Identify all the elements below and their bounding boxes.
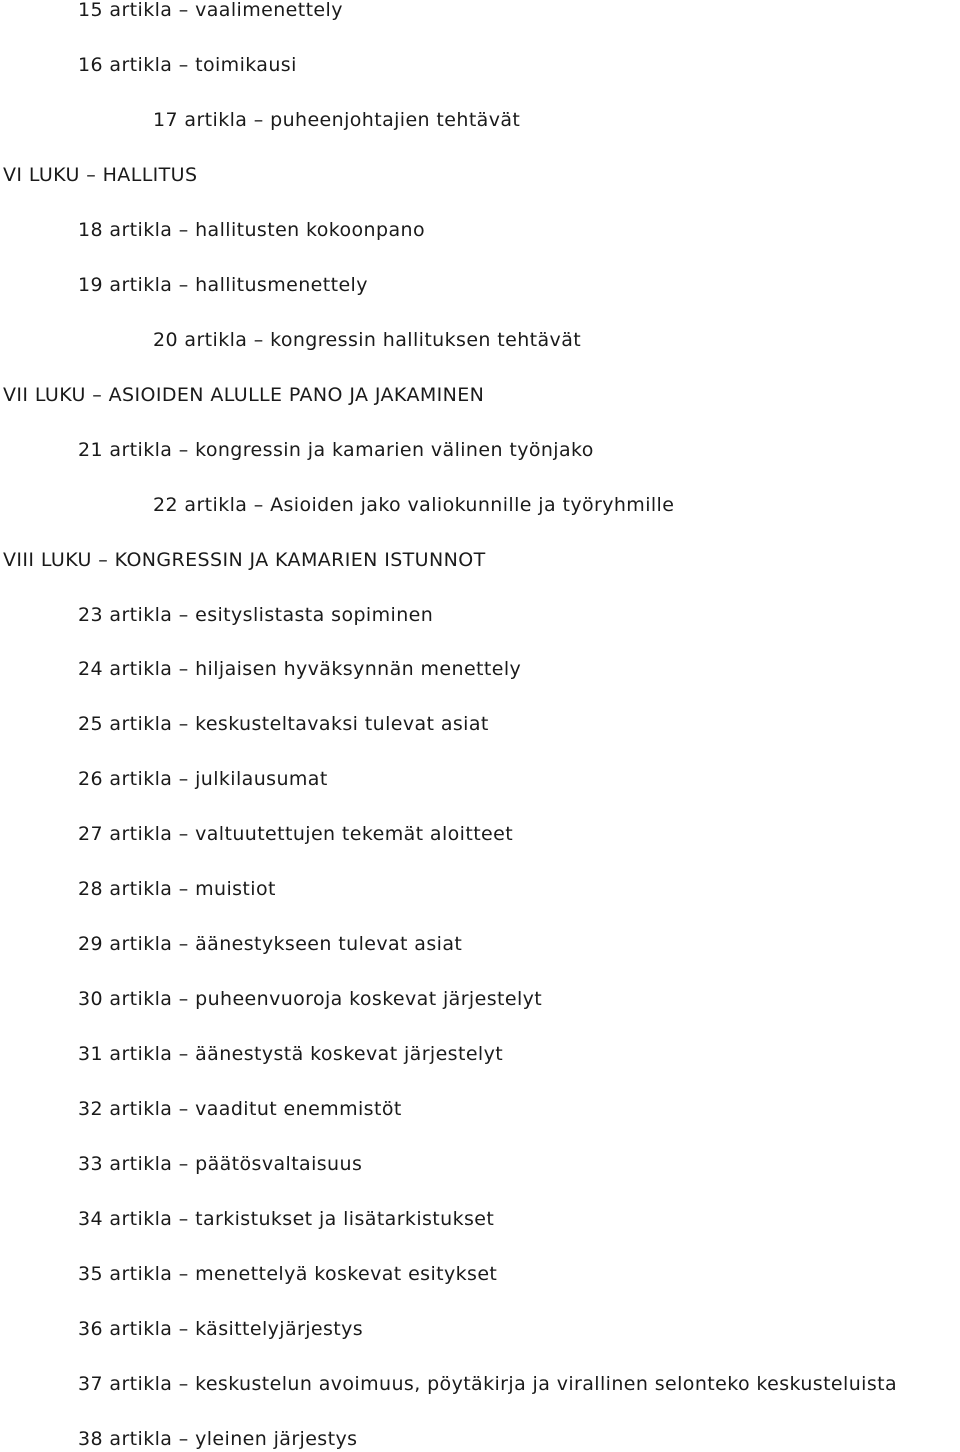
article-entry: 26 artikla – julkilausumat xyxy=(78,768,328,791)
chapter-heading: VIII LUKU – KONGRESSIN JA KAMARIEN ISTUNNOT xyxy=(3,548,486,571)
article-entry: 32 artikla – vaaditut enemmistöt xyxy=(78,1098,402,1120)
article-entry: 27 artikla – valtuutettujen tekemät aloitteet xyxy=(78,823,514,846)
article-entry: 37 artikla – keskustelun avoimuus, pöytäkirja ja virallinen selonteko keskusteluista xyxy=(78,1372,898,1395)
article-entry: 33 artikla – päätösvaltaisuus xyxy=(78,1153,363,1175)
article-entry: 24 artikla – hiljaisen hyväksynnän menettely xyxy=(78,658,522,681)
article-entry: 28 artikla – muistiot xyxy=(78,878,276,901)
article-entry: 34 artikla – tarkistukset ja lisätarkistukset xyxy=(78,1207,495,1230)
article-entry: 17 artikla – puheenjohtajien tehtävät xyxy=(153,108,521,131)
chapter-heading: VI LUKU – HALLITUS xyxy=(3,163,198,186)
chapter-heading: VII LUKU – ASIOIDEN ALULLE PANO JA JAKAMINEN xyxy=(3,383,485,406)
article-entry: 20 artikla – kongressin hallituksen tehtävät xyxy=(153,328,582,351)
article-entry: 35 artikla – menettelyä koskevat esitykset xyxy=(78,1262,498,1285)
article-entry: 36 artikla – käsittelyjärjestys xyxy=(78,1317,364,1340)
article-entry: 19 artikla – hallitusmenettely xyxy=(78,273,368,296)
article-entry: 31 artikla – äänestystä koskevat järjestelyt xyxy=(78,1043,504,1065)
article-entry: 38 artikla – yleinen järjestys xyxy=(78,1427,358,1450)
article-entry: 25 artikla – keskusteltavaksi tulevat asiat xyxy=(78,713,489,736)
article-entry: 15 artikla – vaalimenettely xyxy=(78,0,343,21)
article-entry: 18 artikla – hallitusten kokoonpano xyxy=(78,218,425,241)
article-entry: 23 artikla – esityslistasta sopiminen xyxy=(78,603,434,626)
article-entry: 21 artikla – kongressin ja kamarien välinen työnjako xyxy=(78,438,594,461)
article-entry: 30 artikla – puheenvuoroja koskevat järjestelyt xyxy=(78,988,543,1011)
article-entry: 16 artikla – toimikausi xyxy=(78,54,297,76)
article-entry: 29 artikla – äänestykseen tulevat asiat xyxy=(78,933,463,956)
article-entry: 22 artikla – Asioiden jako valiokunnille ja työryhmille xyxy=(153,493,675,516)
